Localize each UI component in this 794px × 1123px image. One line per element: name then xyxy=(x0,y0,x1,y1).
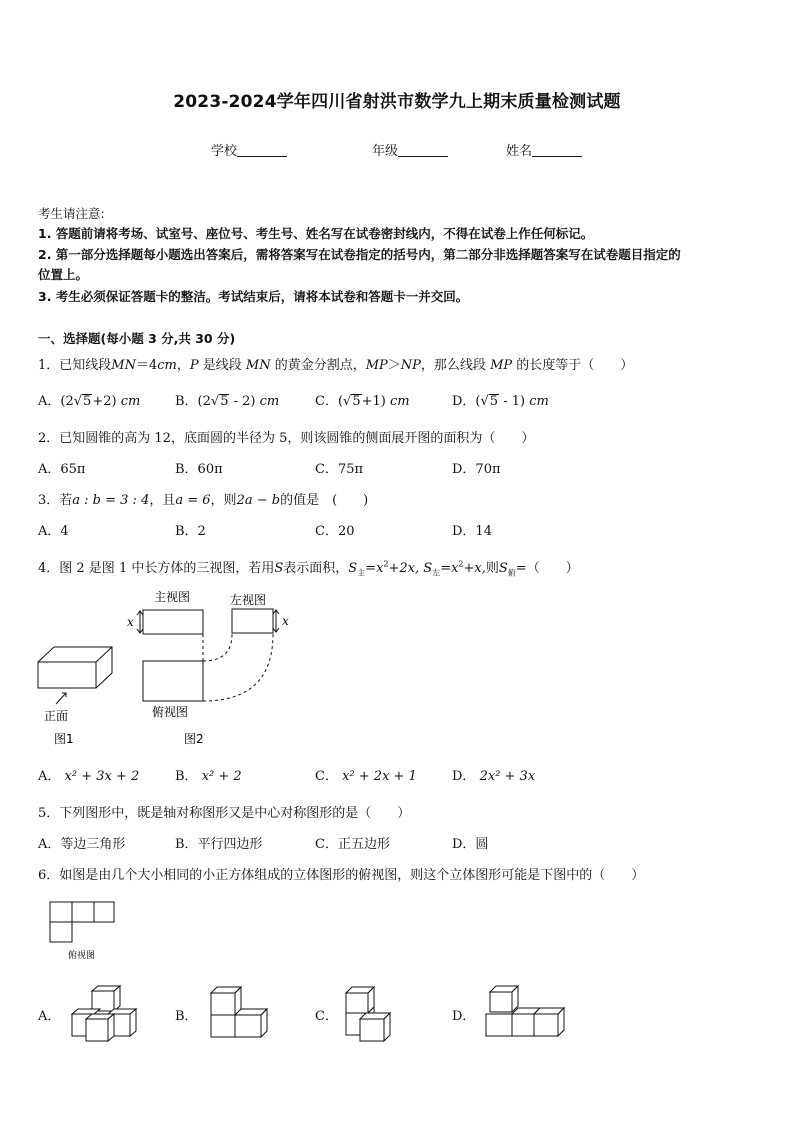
grade-field[interactable] xyxy=(372,140,448,159)
q6-option-d-figure[interactable] xyxy=(480,982,570,1042)
notice-heading: 考生请注意: xyxy=(38,206,105,221)
question-6: 6．如图是由几个大小相同的小正方体组成的立体图形的俯视图，则这个立体图形可能是下图中的（ ） xyxy=(38,868,645,883)
name-blank[interactable] xyxy=(532,144,582,157)
q6-option-b-label[interactable]: B． xyxy=(175,1009,198,1024)
section-heading: 一、选择题(每小题 3 分,共 30 分) xyxy=(38,331,236,346)
question-4: 4．图 2 是图 1 中长方体的三视图，若用S表示面积，$S_主=x^2+2x$, $S_左=x^2+x$,则$S_俯=$（ ） xyxy=(38,559,579,578)
main-view-label: 主视图 xyxy=(154,590,191,604)
left-view-label: 左视图 xyxy=(230,593,267,607)
q5-option-b[interactable]: B．平行四边形 xyxy=(175,837,263,852)
q2-option-c[interactable]: C．75π xyxy=(315,462,364,477)
q3-option-b[interactable]: B．2 xyxy=(175,524,206,539)
question-2: 2．已知圆锥的高为 12，底面圆的半径为 5，则该圆锥的侧面展开图的面积为（ ） xyxy=(38,431,535,446)
question-3: 3．若a : b = 3 : 4，且a = 6，则2a − b的值是 ( ) xyxy=(38,493,369,508)
q1-option-b[interactable]: B．(2√5 - 2) cm xyxy=(175,394,280,409)
page-title: 2023-2024学年四川省射洪市数学九上期末质量检测试题 xyxy=(173,92,621,112)
q6-option-a-figure[interactable] xyxy=(68,985,140,1045)
school-blank[interactable] xyxy=(237,144,287,157)
question-1: 1．已知线段MN＝4cm，P 是线段 MN 的黄金分割点，MP＞NP，那么线段 MP 的长度等于（ ） xyxy=(38,358,634,373)
top-view-label: 俯视图 xyxy=(152,705,189,719)
q3-option-d[interactable]: D．14 xyxy=(452,524,492,539)
notice-item-2: 2. 第一部分选择题每小题选出答案后，需将答案写在试卷指定的括号内，第二部分非选择题答案写在试卷题目指定的 xyxy=(38,247,681,262)
grade-blank[interactable] xyxy=(398,144,448,157)
q3-option-c[interactable]: C．20 xyxy=(315,524,355,539)
q2-option-b[interactable]: B．60π xyxy=(175,462,223,477)
school-field[interactable] xyxy=(211,140,287,159)
q6-option-d-label[interactable]: D． xyxy=(452,1009,476,1024)
q4-option-a[interactable]: A． x² + 3x + 2 xyxy=(38,769,140,784)
notice-item-2-cont: 位置上。 xyxy=(38,267,89,282)
q6-top-view xyxy=(48,900,128,962)
main-view-rect xyxy=(143,610,203,634)
q6-option-c-figure[interactable] xyxy=(340,985,412,1047)
q5-option-a[interactable]: A．等边三角形 xyxy=(38,837,126,852)
q1-option-c[interactable]: C．(√5+1) cm xyxy=(315,394,410,409)
front-label: 正面 xyxy=(44,709,69,723)
q2-option-d[interactable]: D．70π xyxy=(452,462,501,477)
left-view-rect xyxy=(232,609,273,633)
question-5: 5．下列图形中，既是轴对称图形又是中心对称图形的是（ ） xyxy=(38,806,411,821)
school-label: 学校 xyxy=(211,144,238,159)
q5-option-d[interactable]: D．圆 xyxy=(452,837,489,852)
q4-option-b[interactable]: B． x² + 2 xyxy=(175,769,242,784)
q2-option-a[interactable]: A．65π xyxy=(38,462,86,477)
q6-option-a-label[interactable]: A． xyxy=(38,1009,61,1024)
q1-option-d[interactable]: D．(√5 - 1) cm xyxy=(452,394,549,409)
x-label-left: x xyxy=(282,614,289,628)
grade-label: 年级 xyxy=(372,144,399,159)
q5-option-c[interactable]: C．正五边形 xyxy=(315,837,390,852)
fig1-label: 图1 xyxy=(54,732,74,746)
q6-option-c-label[interactable]: C． xyxy=(315,1009,338,1024)
top-view-rect xyxy=(143,661,203,701)
name-field[interactable] xyxy=(506,140,582,159)
q6-top-view-label: 俯视图 xyxy=(68,951,96,961)
q6-option-b-figure[interactable] xyxy=(205,985,277,1045)
q4-option-d[interactable]: D． 2x² + 3x xyxy=(452,769,536,784)
q3-option-a[interactable]: A．4 xyxy=(38,524,69,539)
q4-option-c[interactable]: C． x² + 2x + 1 xyxy=(315,769,417,784)
cuboid-drawing xyxy=(38,647,112,704)
q4-figure xyxy=(30,585,300,750)
x-label-main: x xyxy=(127,615,134,629)
notice-item-1: 1. 答题前请将考场、试室号、座位号、考生号、姓名写在试卷密封线内，不得在试卷上作任何标记。 xyxy=(38,226,594,241)
fig2-label: 图2 xyxy=(184,732,204,746)
notice-item-3: 3. 考生必须保证答题卡的整洁。考试结束后，请将本试卷和答题卡一并交回。 xyxy=(38,289,469,304)
q1-option-a[interactable]: A．(2√5+2) cm xyxy=(38,394,141,409)
name-label: 姓名 xyxy=(506,144,533,159)
